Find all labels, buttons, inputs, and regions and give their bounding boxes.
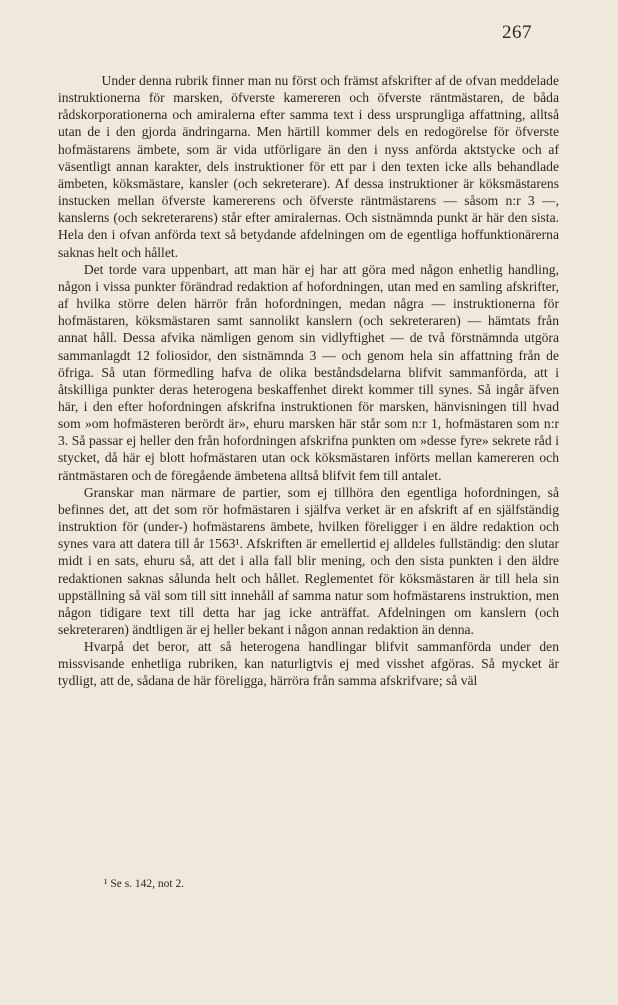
page-number: 267 <box>502 22 532 43</box>
body-text <box>58 72 559 690</box>
paragraph-2: Det torde vara uppenbart, att man här ej har att göra med någon enhetlig handling, någon i vissa punkter förändrad redaktion af hofordningen, utan med en samling afskrifter, af hvilka större delen härrör från hofordningen, medan några — instruktionerna för hofmästaren, köksmästaren samt sannolikt kanslern (och sekreteraren) — hämtats från annat håll. Dessa afvika nämligen genom sin vidlyftighet — de två förstnämnda utgöra sammanlagdt 12 foliosidor, den sistnämnda 3 — och genom hela sin affattning från de öfriga. Så utan förmedling hafva de olika beståndsdelarna blifvit sammanförda, att i åtskilliga punkter deras heterogena beskaffenhet direkt kommer till synes. Så ingår äfven här, i den efter hofordningen afskrifna instruktionen för marsken, hänvisningen till hvad som »om hofmästeren berördt är», ehuru marsken här står som n:r 1, hofmästaren som n:r 3. Så passar ej heller den från hofordningen afskrifna punkten om »desse fyre» sekrete råd i stycket, då här ej blott hofmästaren utan ock köksmästaren införts mellan kamereren och räntmästaren och de föregående ämbetena alltså blifvit fem till antalet. <box>58 261 559 483</box>
paragraph-3: Granskar man närmare de partier, som ej tillhöra den egentliga hofordningen, så befinnes det, att det som rör hofmästaren i själfva verket är en afskrift af en själfständig instruktion för (under-) hofmästarens ämbete, hvilken föreligger i en äldre redaktion och synes vara att datera till år 1563¹. Afskriften är emellertid ej alldeles fullständig: den slutar midt i en sats, ehuru så, att det i alla fall blir mening, och den sista punkten i den äldre redaktionen saknas sålunda helt och hållet. Reglementet för köksmästaren är till hela sin uppställning så väl som till sitt innehåll af samma natur som hofmästarens instruktion, men någon tidigare text till detta har jag icke anträffat. Afdelningen om kanslern (och sekreteraren) ändtligen är ej heller bekant i någon annan redaktion än denna. <box>58 484 559 637</box>
paragraph-1: Under denna rubrik finner man nu först och främst afskrifter af de ofvan meddelade instruktionerna för marsken, öfverste kamereren och öfverste räntmästaren, de båda rådskorporationerna och amiralerna efter samma text i dess ursprungliga affattning, alltså utan de i den gjorda ändringarna. Men härtill kommer dels en redogörelse för öfverste hofmästarens ämbete, som är vida utförligare än den i nyss anförda aktstycke och af väsentligt annan karakter, dels instruktioner för ett par i den texten icke alls behandlade ämbeten, köksmästare, kansler (och sekreterare). Af dessa instruktioner är köksmästarens instucken mellan öfverste kamererens och öfverste räntmästarens — såsom n:r 3 —, kanslerns (och sekreterarens) står efter amiralernas. Och sistnämnda punkt är här den sista. Hela den i ofvan anförda text så betydande afdelningen om de egentliga hoffunktionärerna saknas helt och hållet. <box>58 73 559 260</box>
paragraph-4: Hvarpå det beror, att så heterogena handlingar blifvit sammanförda under den missvisande enhetliga rubriken, kan naturligtvis ej med visshet afgöras. Så mycket är tydligt, att de, sådana de här föreligga, härröra från samma afskrifvare; så väl <box>58 639 559 689</box>
footnote: ¹ Se s. 142, not 2. <box>104 878 185 890</box>
